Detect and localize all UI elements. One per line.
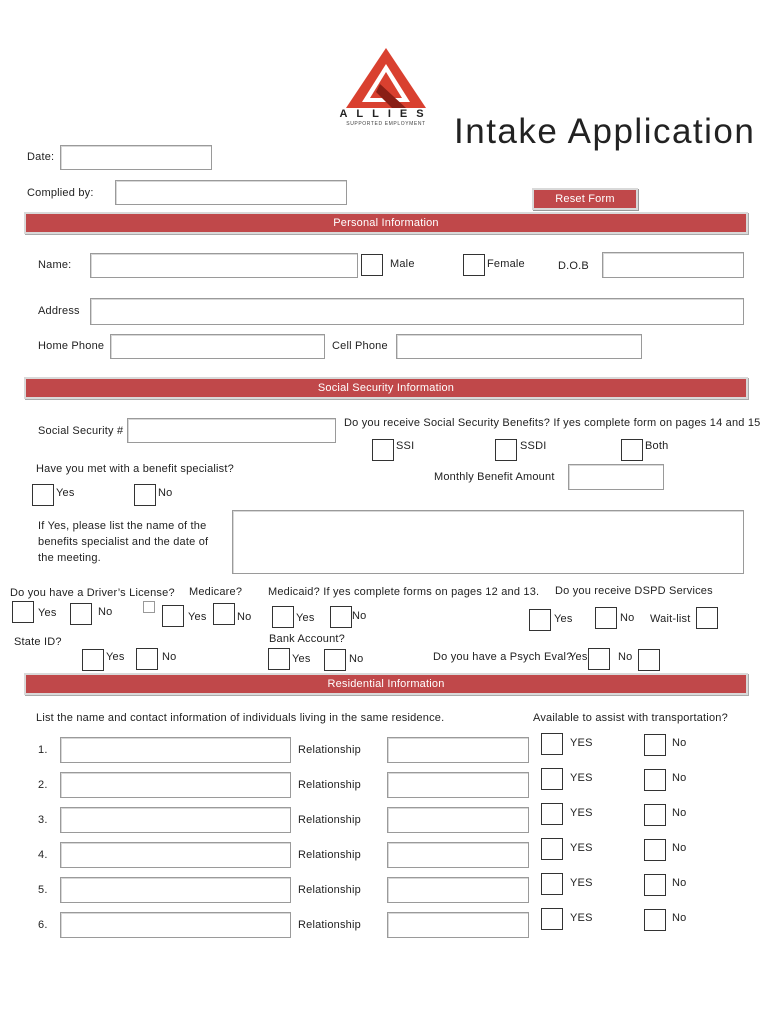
transport-no-label: No bbox=[672, 807, 687, 819]
dob-field[interactable] bbox=[602, 252, 744, 278]
relationship-label: Relationship bbox=[298, 744, 361, 756]
bank-yes-label: Yes bbox=[292, 653, 311, 665]
cell-phone-field[interactable] bbox=[396, 334, 642, 359]
both-label: Both bbox=[645, 440, 669, 452]
transport-yes-checkbox[interactable] bbox=[541, 733, 563, 755]
specialist-details-field[interactable] bbox=[232, 510, 744, 574]
medicare-no-label: No bbox=[237, 611, 252, 623]
row-number: 4. bbox=[38, 849, 48, 861]
psych-no-label: No bbox=[618, 651, 633, 663]
transport-no-label: No bbox=[672, 912, 687, 924]
name-field[interactable] bbox=[90, 253, 358, 278]
transport-yes-checkbox[interactable] bbox=[541, 768, 563, 790]
stateid-yes-label: Yes bbox=[106, 651, 125, 663]
ssn-field[interactable] bbox=[127, 418, 336, 443]
stateid-yes-checkbox[interactable] bbox=[82, 649, 104, 671]
relationship-label: Relationship bbox=[298, 849, 361, 861]
bank-no-label: No bbox=[349, 653, 364, 665]
stateid-no-label: No bbox=[162, 651, 177, 663]
complied-by-label: Complied by: bbox=[27, 187, 94, 199]
medicaid-yes-label: Yes bbox=[296, 612, 315, 624]
resident-name-field[interactable] bbox=[60, 807, 291, 833]
relationship-field[interactable] bbox=[387, 772, 529, 798]
medicare-yes-checkbox[interactable] bbox=[162, 605, 184, 627]
transport-yes-label: YES bbox=[570, 912, 593, 924]
transport-no-label: No bbox=[672, 877, 687, 889]
dspd-yes-checkbox[interactable] bbox=[529, 609, 551, 631]
residence-instruction: List the name and contact information of individuals living in the same residence. bbox=[36, 712, 445, 724]
transport-yes-label: YES bbox=[570, 772, 593, 784]
resident-name-field[interactable] bbox=[60, 772, 291, 798]
row-number: 5. bbox=[38, 884, 48, 896]
specialist-yes-checkbox[interactable] bbox=[32, 484, 54, 506]
home-phone-label: Home Phone bbox=[38, 340, 105, 352]
drivers-no-label: No bbox=[98, 606, 113, 618]
transport-no-checkbox[interactable] bbox=[644, 734, 666, 756]
medicare-yes-label: Yes bbox=[188, 611, 207, 623]
transport-no-label: No bbox=[672, 737, 687, 749]
transport-no-label: No bbox=[672, 772, 687, 784]
address-field[interactable] bbox=[90, 298, 744, 325]
medicare-no-checkbox[interactable] bbox=[213, 603, 235, 625]
female-checkbox[interactable] bbox=[463, 254, 485, 276]
ssi-label: SSI bbox=[396, 440, 415, 452]
row-number: 1. bbox=[38, 744, 48, 756]
medicare-question: Medicare? bbox=[189, 586, 243, 598]
transport-no-checkbox[interactable] bbox=[644, 769, 666, 791]
psych-no-checkbox[interactable] bbox=[638, 649, 660, 671]
specialist-note: If Yes, please list the name of the benefits specialist and the date of the meeting. bbox=[38, 520, 209, 564]
male-checkbox[interactable] bbox=[361, 254, 383, 276]
resident-name-field[interactable] bbox=[60, 877, 291, 903]
stateid-no-checkbox[interactable] bbox=[136, 648, 158, 670]
medicaid-no-checkbox[interactable] bbox=[330, 606, 352, 628]
relationship-field[interactable] bbox=[387, 842, 529, 868]
row-number: 2. bbox=[38, 779, 48, 791]
bank-account-question: Bank Account? bbox=[269, 633, 345, 645]
transport-yes-checkbox[interactable] bbox=[541, 908, 563, 930]
transport-yes-checkbox[interactable] bbox=[541, 803, 563, 825]
relationship-label: Relationship bbox=[298, 884, 361, 896]
page-title: Intake Application bbox=[454, 112, 756, 151]
relationship-field[interactable] bbox=[387, 807, 529, 833]
female-label: Female bbox=[487, 258, 525, 270]
monthly-benefit-field[interactable] bbox=[568, 464, 664, 490]
complied-by-field[interactable] bbox=[115, 180, 347, 205]
dspd-yes-label: Yes bbox=[554, 613, 573, 625]
psych-yes-checkbox[interactable] bbox=[588, 648, 610, 670]
medicaid-no-label: No bbox=[352, 610, 367, 622]
home-phone-field[interactable] bbox=[110, 334, 325, 359]
ssi-checkbox[interactable] bbox=[372, 439, 394, 461]
transport-yes-checkbox[interactable] bbox=[541, 838, 563, 860]
personal-information-header: Personal Information bbox=[24, 212, 748, 234]
allies-logo bbox=[336, 46, 436, 130]
transport-yes-checkbox[interactable] bbox=[541, 873, 563, 895]
resident-name-field[interactable] bbox=[60, 842, 291, 868]
social-security-header: Social Security Information bbox=[24, 377, 748, 399]
relationship-field[interactable] bbox=[387, 877, 529, 903]
drivers-yes-label: Yes bbox=[38, 607, 57, 619]
logo-name: ALLIES bbox=[339, 108, 433, 120]
dspd-question: Do you receive DSPD Services bbox=[555, 585, 713, 597]
transport-no-checkbox[interactable] bbox=[644, 874, 666, 896]
specialist-no-label: No bbox=[158, 487, 173, 499]
drivers-license-question: Do you have a Driver’s License? bbox=[10, 587, 175, 599]
relationship-label: Relationship bbox=[298, 919, 361, 931]
benefits-question: Do you receive Social Security Benefits? If yes complete form on pages 14 and 15 bbox=[344, 417, 761, 429]
dspd-no-label: No bbox=[620, 612, 635, 624]
address-label: Address bbox=[38, 305, 80, 317]
transport-yes-label: YES bbox=[570, 877, 593, 889]
residential-information-header: Residential Information bbox=[24, 673, 748, 695]
row-number: 6. bbox=[38, 919, 48, 931]
reset-form-button[interactable]: Reset Form bbox=[532, 188, 638, 210]
extra-checkbox[interactable] bbox=[143, 601, 155, 613]
transport-yes-label: YES bbox=[570, 737, 593, 749]
allies-logo-icon bbox=[336, 46, 436, 112]
specialist-question: Have you met with a benefit specialist? bbox=[36, 463, 234, 475]
row-number: 3. bbox=[38, 814, 48, 826]
resident-name-field[interactable] bbox=[60, 912, 291, 938]
relationship-field[interactable] bbox=[387, 912, 529, 938]
medicaid-question: Medicaid? If yes complete forms on pages 12 and 13. bbox=[268, 586, 540, 598]
bank-yes-checkbox[interactable] bbox=[268, 648, 290, 670]
transport-no-label: No bbox=[672, 842, 687, 854]
male-label: Male bbox=[390, 258, 415, 270]
bank-no-checkbox[interactable] bbox=[324, 649, 346, 671]
transport-no-checkbox[interactable] bbox=[644, 909, 666, 931]
date-field[interactable] bbox=[60, 145, 212, 170]
specialist-no-checkbox[interactable] bbox=[134, 484, 156, 506]
dspd-no-checkbox[interactable] bbox=[595, 607, 617, 629]
both-checkbox[interactable] bbox=[621, 439, 643, 461]
name-label: Name: bbox=[38, 259, 72, 271]
relationship-label: Relationship bbox=[298, 814, 361, 826]
relationship-label: Relationship bbox=[298, 779, 361, 791]
state-id-question: State ID? bbox=[14, 636, 62, 648]
monthly-benefit-label: Monthly Benefit Amount bbox=[434, 471, 555, 483]
transport-no-checkbox[interactable] bbox=[644, 839, 666, 861]
drivers-yes-checkbox[interactable] bbox=[12, 601, 34, 623]
transport-yes-label: YES bbox=[570, 842, 593, 854]
ssn-label: Social Security # bbox=[38, 425, 124, 437]
psych-eval-question: Do you have a Psych Eval? bbox=[433, 651, 573, 663]
specialist-yes-label: Yes bbox=[56, 487, 75, 499]
ssdi-checkbox[interactable] bbox=[495, 439, 517, 461]
ssdi-label: SSDI bbox=[520, 440, 547, 452]
waitlist-label: Wait-list bbox=[650, 613, 691, 625]
date-label: Date: bbox=[27, 151, 55, 163]
logo-tagline: SUPPORTED EMPLOYMENT bbox=[346, 121, 426, 127]
psych-yes-label: Yes bbox=[569, 651, 588, 663]
cell-phone-label: Cell Phone bbox=[332, 340, 388, 352]
resident-name-field[interactable] bbox=[60, 737, 291, 763]
relationship-field[interactable] bbox=[387, 737, 529, 763]
drivers-no-checkbox[interactable] bbox=[70, 603, 92, 625]
medicaid-yes-checkbox[interactable] bbox=[272, 606, 294, 628]
transport-question: Available to assist with transportation? bbox=[533, 712, 728, 724]
dob-label: D.O.B bbox=[558, 260, 589, 272]
transport-no-checkbox[interactable] bbox=[644, 804, 666, 826]
transport-yes-label: YES bbox=[570, 807, 593, 819]
waitlist-checkbox[interactable] bbox=[696, 607, 718, 629]
